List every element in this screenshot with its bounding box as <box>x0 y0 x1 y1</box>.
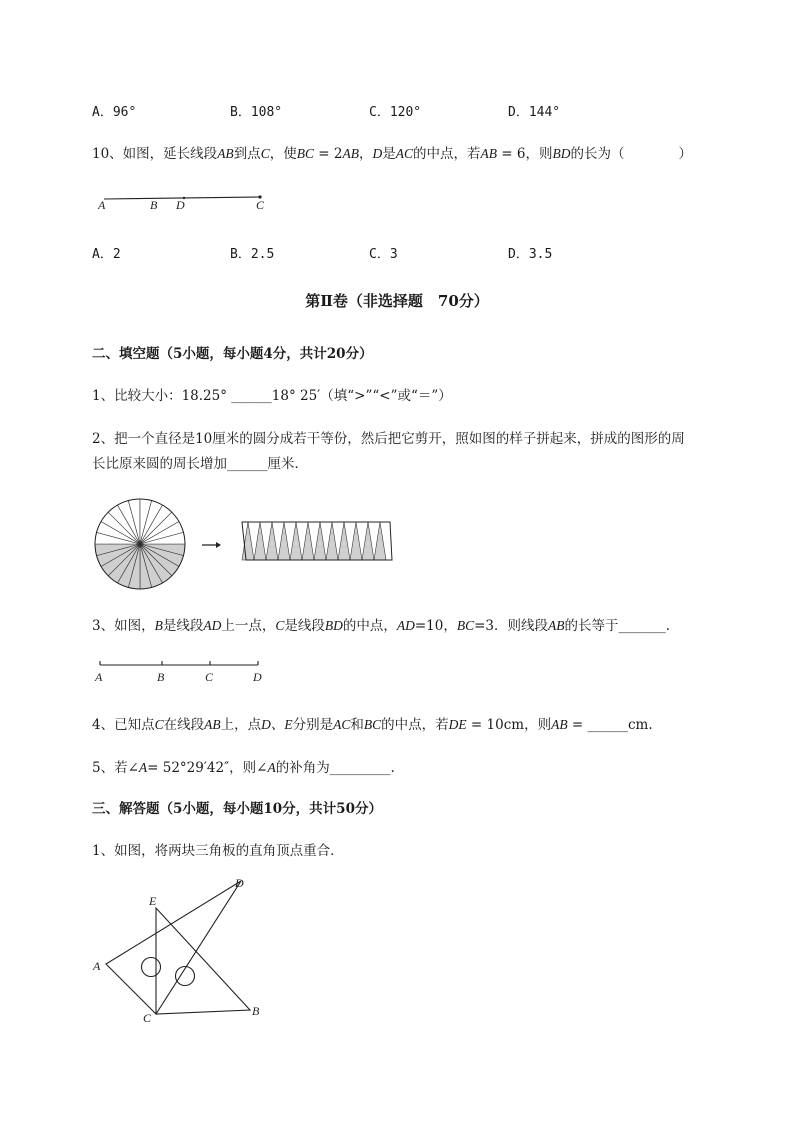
q10-label-d: D <box>176 198 185 212</box>
strip-sector <box>374 522 386 560</box>
strip-sector <box>362 522 374 560</box>
strip-sector <box>338 522 350 560</box>
section2-q5: 5、若∠A= 52°29′42″，则∠A的补角为_________. <box>92 760 395 776</box>
q3-label-b: B <box>157 670 165 684</box>
q2-rearranged-strip-figure <box>238 518 394 564</box>
q9-option-d: D．144° <box>508 105 561 120</box>
section2-q2-line2: 长比原来圆的周长增加______厘米． <box>92 456 308 472</box>
fig-label-d: D <box>235 876 244 890</box>
q3-label-c: C <box>205 670 214 684</box>
section2-q2-line1: 2、把一个直径是10厘米的圆分成若干等份，然后把它剪开，照如图的样子拼起来，拼成的图形的周 <box>92 431 685 447</box>
strip-sector <box>302 522 314 560</box>
fig-label-b: B <box>252 1004 260 1018</box>
q10-option-b: B．2.5 <box>230 247 275 262</box>
arrow-right-icon <box>200 538 226 552</box>
q9-option-b: B．108° <box>230 105 283 120</box>
strip-sector <box>278 522 290 560</box>
section2-q1: 1、比较大小：18.25° ______18° 25′（填“>”“<”或“＝”） <box>92 388 452 404</box>
q10-option-c: C．3 <box>369 247 398 262</box>
q10-stem: 10、如图，延长线段AB到点C，使BC = 2AB，D是AC的中点，若AB = 6，则BD的长为（ ） <box>92 146 692 162</box>
q10-option-a: A．2 <box>92 247 121 262</box>
q10-label-c: C <box>256 198 265 212</box>
q9-option-c: C．120° <box>369 105 422 120</box>
fig-label-c: C <box>143 1011 152 1025</box>
section2-q4: 4、已知点C在线段AB上，点D、E分别是AC和BC的中点，若DE = 10cm，则AB = ______cm. <box>92 717 653 733</box>
strip-sector <box>290 522 302 560</box>
q3-label-a: A <box>95 670 103 684</box>
q10-option-d: D．3.5 <box>508 247 553 262</box>
q9-option-a: A．96° <box>92 105 137 120</box>
section2-q3: 3、如图，B是线段AD上一点，C是线段BD的中点，AD=10，BC=3．则线段AB的长等于_______． <box>92 618 680 634</box>
strip-sector <box>350 522 362 560</box>
strip-sector <box>314 522 326 560</box>
section2-title: 二、填空题（5小题，每小题4分，共计20分） <box>92 346 373 362</box>
q10-label-b: B <box>150 198 158 212</box>
q2-circle-sectors-figure <box>92 496 188 592</box>
q3-label-d: D <box>253 670 262 684</box>
strip-sector <box>326 522 338 560</box>
section3-q1: 1、如图，将两块三角板的直角顶点重合． <box>92 843 344 859</box>
set-squares-figure <box>88 872 273 1027</box>
strip-sector <box>254 522 266 560</box>
part2-title: 第Ⅱ卷（非选择题 70分） <box>305 292 489 310</box>
fig-label-a: A <box>93 959 101 973</box>
q3-segment-figure <box>90 656 270 686</box>
strip-sector <box>266 522 278 560</box>
fig-label-e: E <box>149 894 157 908</box>
section3-title: 三、解答题（5小题，每小题10分，共计50分） <box>92 801 382 817</box>
q10-label-a: A <box>98 198 106 212</box>
q10-segment-figure <box>90 186 280 214</box>
